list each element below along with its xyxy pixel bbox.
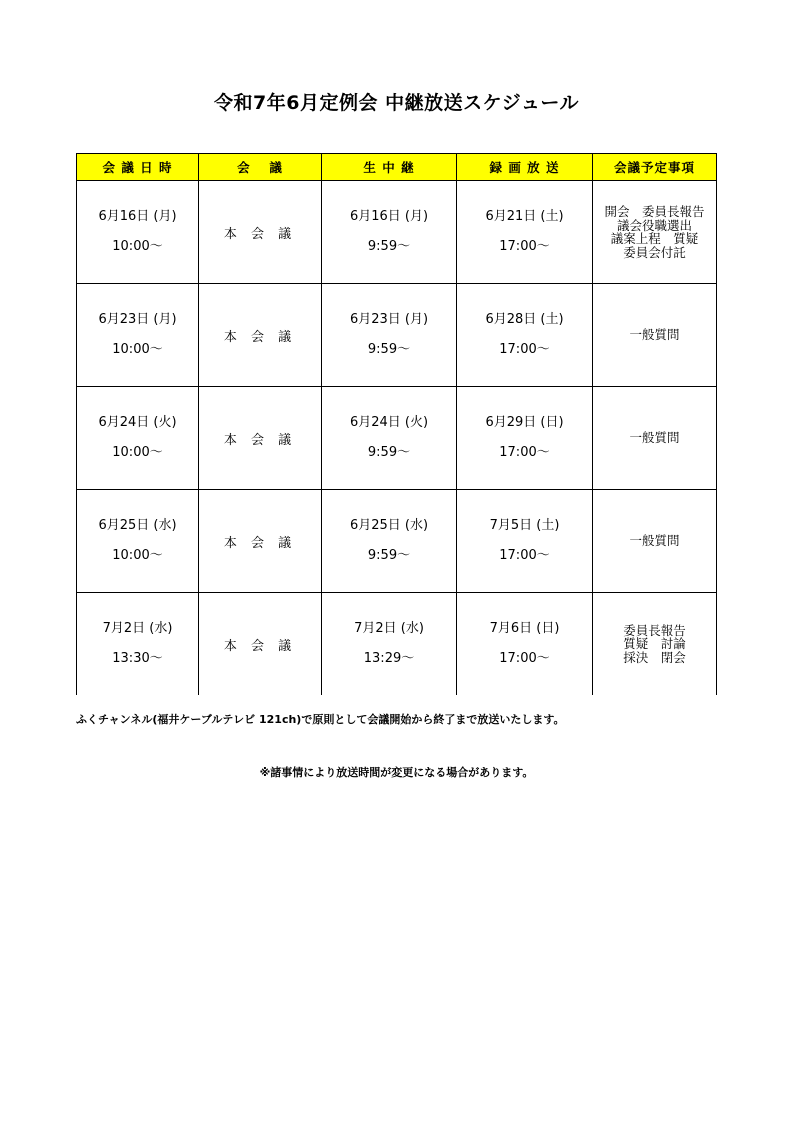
meeting-time: 13:30～ [112, 651, 163, 666]
recorded-time: 17:00～ [499, 651, 550, 666]
header-recorded-broadcast: 録 画 放 送 [457, 154, 593, 181]
live-date: 6月25日 (水) [349, 518, 429, 533]
live-cell [322, 490, 457, 593]
recorded-date: 6月29日 (日) [485, 415, 564, 430]
recorded-cell [457, 181, 593, 284]
meeting-time: 10:00～ [112, 342, 163, 357]
recorded-date: 7月5日 (土) [489, 518, 560, 533]
meeting-cell [199, 490, 322, 593]
recorded-date: 7月6日 (日) [489, 621, 560, 636]
meeting-date: 6月24日 (火) [98, 415, 177, 430]
meeting-type: 本 会 議 [223, 535, 297, 551]
table-row [77, 181, 717, 284]
recorded-date: 6月28日 (土) [485, 312, 564, 327]
meeting-type: 本 会 議 [223, 226, 297, 242]
header-meeting-datetime: 会 議 日 時 [77, 154, 199, 181]
recorded-time: 17:00～ [499, 548, 550, 563]
meeting-type: 本 会 議 [223, 432, 297, 448]
schedule-table [76, 153, 717, 695]
header-live-broadcast: 生 中 継 [322, 154, 457, 181]
live-cell [322, 387, 457, 490]
recorded-time: 17:00～ [499, 342, 550, 357]
recorded-cell [457, 387, 593, 490]
table-row [77, 387, 717, 490]
meeting-cell [199, 593, 322, 696]
recorded-time: 17:00～ [499, 445, 550, 460]
agenda-item: 開会 委員長報告 [604, 204, 705, 219]
agenda-item: 一般質問 [629, 430, 680, 446]
table-header-row [77, 154, 717, 181]
live-time: 9:59～ [367, 548, 411, 563]
meeting-datetime-cell [77, 593, 199, 696]
agenda-item: 議会役職選出 [616, 217, 692, 233]
meeting-time: 10:00～ [112, 548, 163, 563]
agenda-item: 一般質問 [629, 327, 680, 343]
table-row [77, 593, 717, 696]
meeting-type: 本 会 議 [223, 329, 297, 345]
agenda-cell [593, 490, 717, 593]
meeting-time: 10:00～ [112, 445, 163, 460]
table-row [77, 490, 717, 593]
page-title: 令和7年6月定例会 中継放送スケジュール [214, 92, 579, 114]
live-time: 9:59～ [367, 239, 411, 254]
live-cell [322, 593, 457, 696]
meeting-date: 6月16日 (月) [98, 209, 177, 224]
live-cell [322, 284, 457, 387]
agenda-item: 一般質問 [629, 533, 680, 549]
live-date: 6月23日 (月) [349, 312, 429, 327]
table-row [77, 284, 717, 387]
agenda-item: 採決 閉会 [623, 649, 686, 665]
live-time: 9:59～ [367, 445, 411, 460]
recorded-cell [457, 593, 593, 696]
schedule-change-notice: ※諸事情により放送時間が変更になる場合があります。 [259, 766, 534, 779]
recorded-cell [457, 284, 593, 387]
meeting-date: 7月2日 (水) [102, 621, 173, 636]
recorded-time: 17:00～ [499, 239, 550, 254]
meeting-datetime-cell [77, 181, 199, 284]
recorded-date: 6月21日 (土) [485, 209, 564, 224]
live-date: 6月16日 (月) [349, 209, 429, 224]
live-time: 13:29～ [363, 651, 415, 666]
meeting-cell [199, 181, 322, 284]
meeting-datetime-cell [77, 387, 199, 490]
agenda-item: 委員長報告 [623, 622, 686, 638]
agenda-item: 議案上程 質疑 [610, 231, 699, 246]
recorded-cell [457, 490, 593, 593]
agenda-item: 委員会付託 [623, 244, 686, 260]
meeting-date: 6月23日 (月) [98, 312, 177, 327]
meeting-cell [199, 284, 322, 387]
meeting-type: 本 会 議 [223, 638, 297, 654]
live-date: 6月24日 (火) [349, 415, 429, 430]
header-agenda: 会議予定事項 [593, 154, 717, 181]
meeting-datetime-cell [77, 490, 199, 593]
agenda-cell [593, 181, 717, 284]
agenda-cell [593, 387, 717, 490]
broadcast-footnote: ふくチャンネル(福井ケーブルテレビ 121ch)で原則として会議開始から終了まで放送いたします。 [76, 713, 565, 726]
agenda-item: 質疑 討論 [623, 636, 686, 652]
live-time: 9:59～ [367, 342, 411, 357]
meeting-cell [199, 387, 322, 490]
agenda-cell [593, 284, 717, 387]
header-meeting: 会 議 [199, 154, 322, 181]
agenda-cell [593, 593, 717, 696]
live-cell [322, 181, 457, 284]
live-date: 7月2日 (水) [354, 621, 424, 636]
meeting-date: 6月25日 (水) [98, 518, 177, 533]
meeting-time: 10:00～ [112, 239, 163, 254]
meeting-datetime-cell [77, 284, 199, 387]
